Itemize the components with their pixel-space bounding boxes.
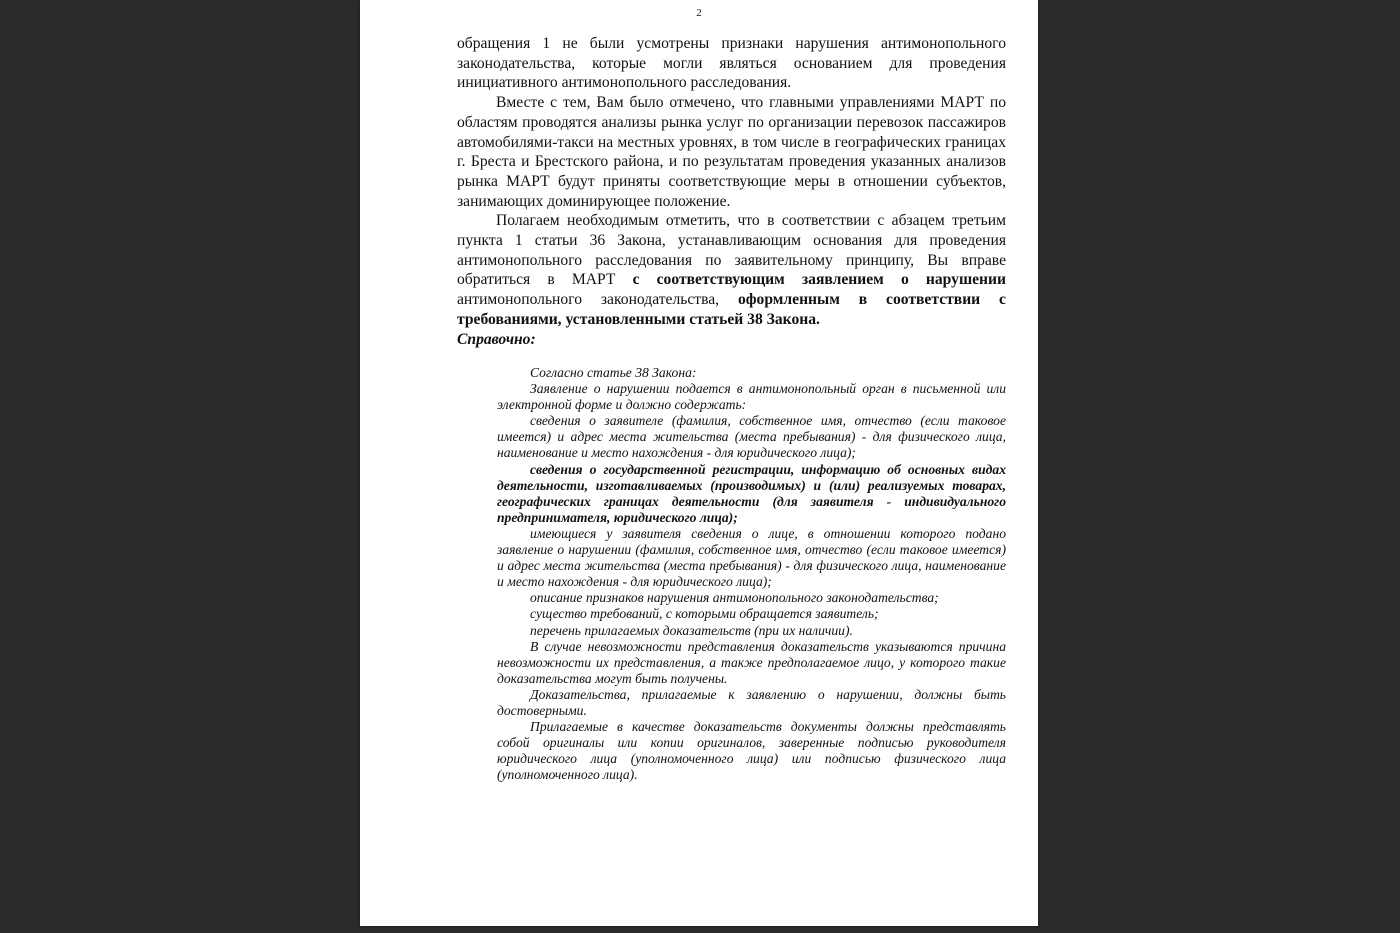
reference-line-9: В случае невозможности представления доказательств указываются причина невозможности их представления, а также предполагаемое лицо, у которого такие доказательства могут быть получены. xyxy=(497,638,1006,686)
paragraph-3-bold-b: оформленным в соответствии с требованиями, установленными статьей 38 Закона. xyxy=(457,291,1006,328)
reference-line-6: описание признаков нарушения антимонопольного законодательства; xyxy=(530,590,939,606)
paragraph-3-text-b: антимонопольного законодательства, xyxy=(457,291,738,309)
paragraph-3 xyxy=(457,211,1006,329)
reference-block xyxy=(497,365,1006,783)
reference-title: Справочно: xyxy=(457,330,536,348)
reference-line-4: сведения о государственной регистрации, информацию об основных видах деятельности, изготавливаемых (производимых) и (или) реализуемых товарах, географических границах деятельности (для заявителя - индивидуального предпринимателя, юридического лица); xyxy=(497,461,1006,525)
paragraph-2: Вместе с тем, Вам было отмечено, что главными управлениями МАРТ по областям проводятся анализы рынка услуг по организации перевозок пассажиров автомобилями-такси на местных уровнях, в том числе в географических границах г. Бреста и Брестского района, и по результатам проведения указанных анализов рынка МАРТ будут приняты соответствующие меры в отношении субъектов, занимающих доминирующее положение. xyxy=(457,94,1006,210)
reference-line-1: Согласно статье 38 Закона: xyxy=(530,365,697,380)
reference-line-5: имеющиеся у заявителя сведения о лице, в отношении которого подано заявление о нарушении (фамилия, собственное имя, отчество (если таковое имеется) и адрес места жительства (места пребывания) - для физического лица, наименование и место нахождения - для юридического лица); xyxy=(497,525,1006,590)
reference-line-10: Доказательства, прилагаемые к заявлению о нарушении, должны быть достоверными. xyxy=(497,686,1006,718)
page-number: 2 xyxy=(696,7,702,19)
document-page xyxy=(360,0,1038,926)
paragraph-3-text-a: Полагаем необходимым отметить, что в соответствии с абзацем третьим пункта 1 статьи 36 Закона, устанавливающим основания для проведения антимонопольного расследования по заявительному принципу, Вы вправе обратиться в МАРТ xyxy=(457,212,1006,289)
reference-line-7: существо требований, с которыми обращается заявитель; xyxy=(530,606,879,622)
paragraph-1: обращения 1 не были усмотрены признаки нарушения антимонопольного законодательства, которые могли являться основанием для проведения инициативного антимонопольного расследования. xyxy=(457,35,1006,92)
reference-line-11: Прилагаемые в качестве доказательств документы должны представлять собой оригиналы или копии оригиналов, заверенные подписью руководителя юридического лица (уполномоченного лица) или подписью физического лица (уполномоченного лица). xyxy=(497,719,1006,783)
reference-line-8: перечень прилагаемых доказательств (при их наличии). xyxy=(530,622,853,638)
reference-line-3: сведения о заявителе (фамилия, собственное имя, отчество (если таковое имеется) и адрес места жительства (места пребывания) - для физического лица, наименование и место нахождения - для юридического лица); xyxy=(497,413,1006,461)
paragraph-3-bold-a: с соответствующим заявлением о нарушении xyxy=(632,271,1006,289)
main-text xyxy=(457,34,1006,349)
reference-line-2: Заявление о нарушении подается в антимонопольный орган в письменной или электронной форме и должно содержать: xyxy=(497,381,1006,413)
